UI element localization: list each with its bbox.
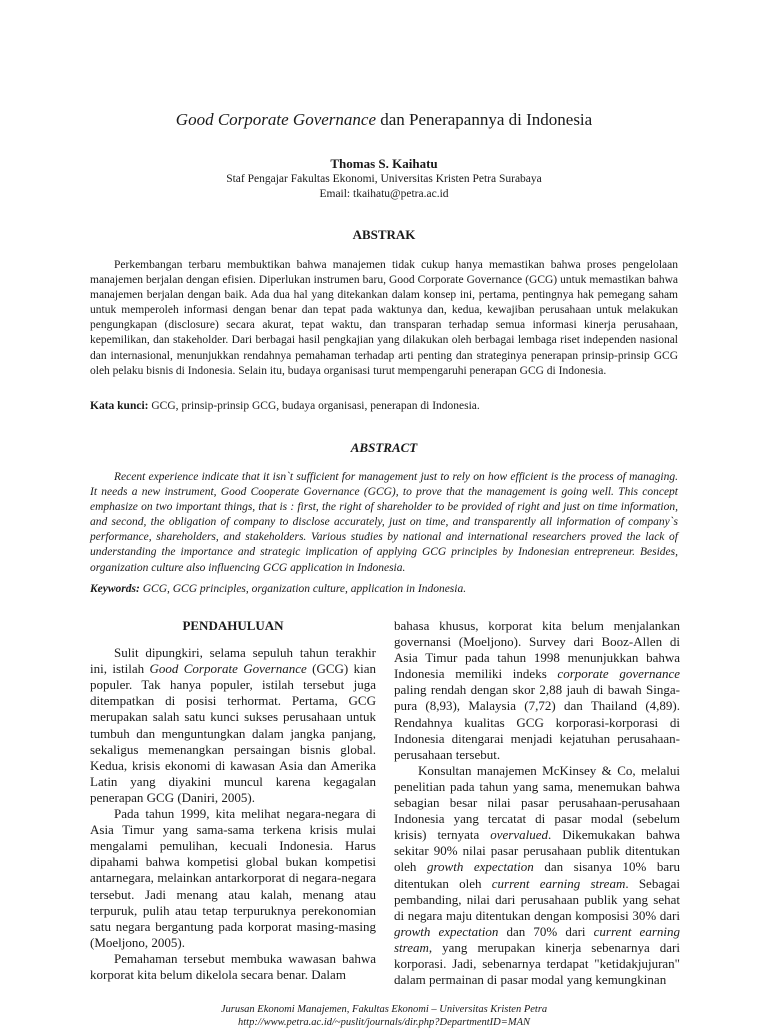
kata-kunci [90, 400, 678, 412]
text-run: Pada tahun 1999, kita melihat negara-negara di Asia Timur yang sama-sama terkena krisis mulai mengalami pemulihan, kecuali Indonesia. Harus dipahami bahwa kompetisi global bukan kompetisi antarnegara, melainkan antarkorporat di negara-negara tersebut. Jadi menang atau kalah, menang atau terpuruk, pulih atau tetap terpuruknya perekonomian satu negara bergantung pada korporat masing-masing (Moeljono, 2005). [90, 806, 376, 950]
abstrak-heading: ABSTRAK [352, 227, 416, 242]
text-run: . Sebagai pembanding, nilai dari perusahaan publik yang sehat di negara maju ditentukan dengan komposisi 30% dari [394, 875, 680, 923]
body-paragraph [90, 951, 376, 983]
italic-text-run: growth expectation [426, 859, 534, 875]
title-italic-part: Good Corporate Governance [175, 110, 376, 129]
author-name: Thomas S. Kaihatu [330, 156, 438, 171]
abstract-paragraph: Recent experience indicate that it isn`t sufficient for management just to rely on how efficient is the process of managing. It needs a new instrument, Good Cooperate Governance (GCG), to prove that the management is going well. This concept emphasize on two important things, that is : first, the right of shareholder to be provided of right and just on time information, and second, the obligation of company to disclose accurately, just on time, and transparently all information of company`s performance, shareholders, and stakeholders. Various studies by national and international researchers proved the lack of understanding the importance and strategic implication of applying GCG principles by Indonesian entrepreneur. Besides, organization culture also influencing GCG application in Indonesia. [90, 471, 678, 574]
body-paragraph [90, 806, 376, 951]
abstrak-paragraph [90, 258, 678, 379]
italic-text-run: stakeholder [173, 334, 226, 347]
text-run: (GCG) untuk memastikan bahwa manajemen berjalan dengan baik. Ada dua hal yang ditekankan dalam konsep ini, pertama, pentingnya hak pemegang saham untuk memperoleh informasi dengan benar dan tepat pada waktunya dan, kedua, kewajiban perusahaan untuk melakukan pengungkapan ( [90, 274, 679, 332]
text-run: paling rendah dengan skor 2,88 jauh di bawah Singa-pura (8,93), Malaysia (7,72) dan Thailand (4,89). Rendahnya kualitas GCG korporasi-korporasi di Indonesia ditengarai menjadi kejatuhan perusahaan-perusahaan tersebut. [394, 682, 680, 762]
keywords [90, 583, 678, 595]
abstract-heading: ABSTRACT [350, 440, 418, 455]
italic-text-run: Good Corporate Governance [149, 661, 307, 677]
text-run: , yang merupakan kinerja sebenarnya dari korporasi. Jadi, sebenarnya terdapat "ketidakjujuran" dalam permainan di pasar modal yang kemungkinan [394, 939, 680, 988]
text-run: Sulit dipungkiri, selama sepuluh tahun terakhir ini, istilah [90, 645, 376, 677]
italic-text-run: disclosure [168, 319, 215, 332]
italic-text-run: current earning stream [394, 923, 680, 955]
text-run: Perkembangan terbaru membuktikan bahwa manajemen tidak cukup hanya memastikan bahwa proses pengelolaan manajemen berjalan dengan efisien. Diperlukan instrumen baru, [90, 259, 678, 287]
italic-text-run: growth expectation [394, 923, 499, 939]
author-email: Email: tkaihatu@petra.ac.id [319, 188, 449, 200]
text-run: Pemahaman tersebut membuka wawasan bahwa korporat kita belum dikelola secara benar. Dalam [90, 950, 376, 982]
keywords-text: GCG, GCG principles, organization culture, application in Indonesia. [139, 583, 467, 595]
footer-institution: Jurusan Ekonomi Manajemen, Fakultas Ekonomi – Universitas Kristen Petra [220, 1004, 548, 1015]
author-affiliation: Staf Pengajar Fakultas Ekonomi, Universitas Kristen Petra Surabaya [226, 173, 542, 185]
text-run: (GCG) kian populer. Tak hanya populer, istilah tersebut juga ditempatkan di posisi terhormat. Pertama, GCG merupakan salah satu kunci sukses perusahaan untuk tumbuh dan menguntungkan dalam jangka panjang, sekaligus memenangkan persaingan bisnis global. Kedua, krisis ekonomi di kawasan Asia dan Amerika Latin yang diyakini muncul karena kegagalan penerapan GCG (Daniri, 2005). [90, 661, 376, 805]
italic-text-run: overvalued [490, 827, 549, 843]
text-run: . Dari berbagai hasil pengkajian yang dilakukan oleh berbagai lembaga riset independen nasional dan internasional, menunjukkan rendahnya pemahaman terhadap arti penting dan strateginya penerapan prinsip-prinsip GCG oleh pelaku bisnis di Indonesia. Selain itu, budaya organisasi turut mempengaruhi penerapan GCG di Indonesia. [90, 334, 678, 377]
text-run: dan sisanya 10% baru ditentukan oleh [394, 859, 681, 891]
text-run: Konsultan manajemen McKinsey & Co, melalui penelitian pada tahun yang sama, menemukan bahwa sebagian besar nilai pasar perusahaan-perusahaan Indonesia yang tercatat di pasar modal (sebelum krisis) ternyata [394, 762, 680, 843]
footer-url: http://www.petra.ac.id/~puslit/journals/dir.php?DepartmentID=MAN [238, 1017, 530, 1028]
text-run: dan 70% dari [498, 923, 594, 939]
section-heading-pendahuluan: PENDAHULUAN [182, 618, 284, 633]
text-run: . Dikemukakan bahwa sekitar 90% nilai pasar perusahaan publik ditentukan oleh [394, 827, 680, 875]
italic-text-run: corporate governance [557, 666, 680, 682]
body-paragraph [394, 763, 680, 988]
body-paragraph [90, 645, 376, 806]
keywords-label: Keywords: [90, 583, 140, 595]
body-paragraph [394, 618, 680, 763]
italic-text-run: current earning stream [491, 875, 626, 891]
kata-kunci-label: Kata kunci: [90, 400, 149, 412]
kata-kunci-text: GCG, prinsip-prinsip GCG, budaya organisasi, penerapan di Indonesia. [148, 400, 480, 412]
italic-text-run: Good Corporate Governance [389, 274, 523, 287]
body-column-left [90, 618, 376, 983]
title-rest-part: dan Penerapannya di Indonesia [376, 110, 593, 129]
body-column-right [394, 618, 680, 988]
paper-title [0, 110, 768, 130]
text-run: bahasa khusus, korporat kita belum menjalankan governansi (Moeljono). Survey dari Booz-Allen di Asia Timur pada tahun 1998 menunjukkan bahwa Indonesia memiliki indeks [394, 618, 680, 682]
text-run: ) secara akurat, tepat waktu, dan transparan terhadap semua informasi kinerja perusahaan, kepemilikan, dan [90, 319, 678, 347]
page-footer [0, 1003, 768, 1029]
